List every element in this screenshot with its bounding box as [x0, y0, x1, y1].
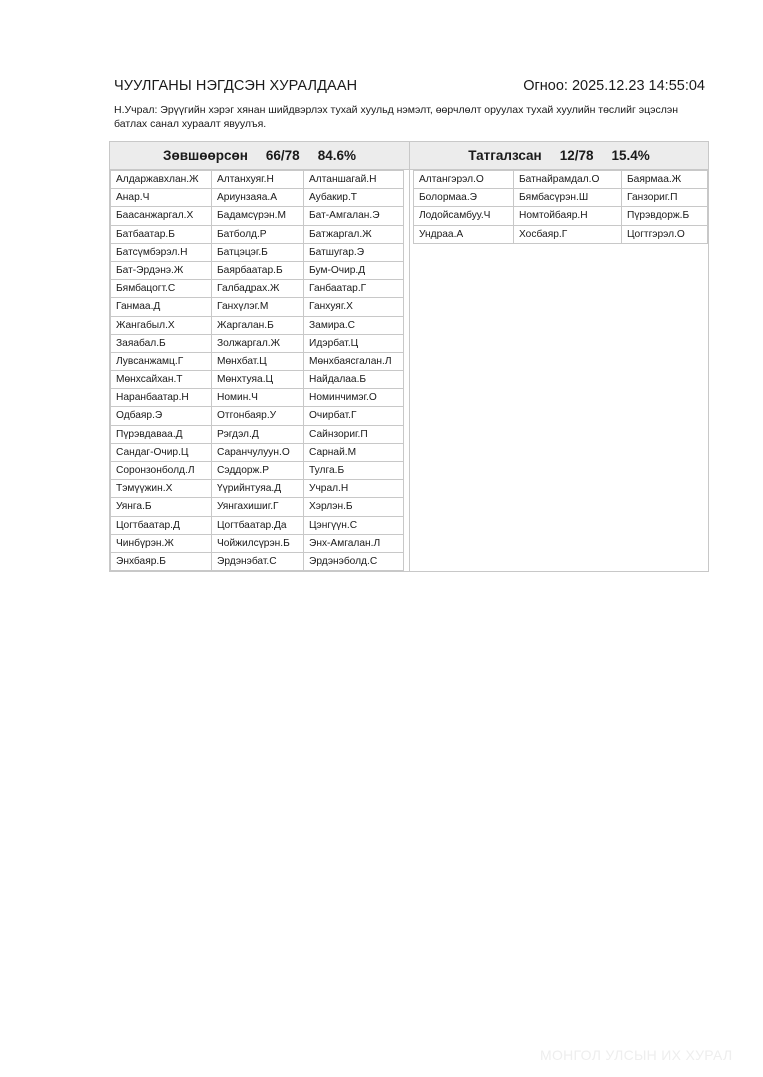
member-name-cell: Номинчимэг.О [303, 389, 404, 407]
member-name-cell: Эрдэнэболд.С [303, 553, 404, 571]
member-name-cell: Анар.Ч [110, 189, 212, 207]
member-name-cell: Баярбаатар.Б [211, 262, 304, 280]
approve-label: Зөвшөөрсөн [163, 148, 248, 163]
member-name-cell: Уянга.Б [110, 498, 212, 516]
session-date: Огноо: 2025.12.23 14:55:04 [523, 78, 705, 94]
member-name-cell: Эрдэнэбат.С [211, 553, 304, 571]
vote-description: Н.Учрал: Эрүүгийн хэрэг хянан шийдвэрлэх тухай хуульд нэмэлт, өөрчлөлт оруулах тухай хуулийн төслийг эцэслэн батлах санал хураалт явуулъя. [114, 104, 679, 130]
member-name-cell: Хосбаяр.Г [513, 226, 622, 244]
member-name-cell: Чинбүрэн.Ж [110, 535, 212, 553]
member-name-cell: Тэмүүжин.Х [110, 480, 212, 498]
member-name-cell: Алдаржавхлан.Ж [110, 170, 212, 189]
session-title: ЧУУЛГАНЫ НЭГДСЭН ХУРАЛДААН [114, 78, 358, 94]
member-name-cell: Мөнхбат.Ц [211, 353, 304, 371]
member-name-cell: Ганмаа.Д [110, 298, 212, 316]
member-name-cell: Батшугар.Э [303, 244, 404, 262]
member-name-cell: Рэгдэл.Д [211, 426, 304, 444]
member-name-cell: Идэрбат.Ц [303, 335, 404, 353]
member-name-cell: Болормаа.Э [413, 189, 514, 207]
member-name-cell: Цогтгэрэл.О [621, 226, 708, 244]
member-name-cell: Учрал.Н [303, 480, 404, 498]
member-name-cell: Алтанхуяг.Н [211, 170, 304, 189]
reject-percent: 15.4% [611, 148, 650, 163]
member-name-cell: Баярмаа.Ж [621, 170, 708, 189]
member-name-cell: Батбаатар.Б [110, 226, 212, 244]
member-name-cell: Наранбаатар.Н [110, 389, 212, 407]
approve-count: 66/78 [265, 148, 300, 163]
member-name-cell: Алтангэрэл.О [413, 170, 514, 189]
member-name-cell: Одбаяр.Э [110, 407, 212, 425]
member-name-cell: Бат-Эрдэнэ.Ж [110, 262, 212, 280]
member-name-cell: Алтаншагай.Н [303, 170, 404, 189]
member-name-cell: Батболд.Р [211, 226, 304, 244]
member-name-cell: Замира.С [303, 317, 404, 335]
member-name-cell: Жаргалан.Б [211, 317, 304, 335]
member-name-cell: Энхбаяр.Б [110, 553, 212, 571]
reject-panel [409, 141, 709, 572]
member-name-cell: Тулга.Б [303, 462, 404, 480]
member-name-cell: Отгонбаяр.У [211, 407, 304, 425]
member-name-cell: Очирбат.Г [303, 407, 404, 425]
member-name-cell: Сандаг-Очир.Ц [110, 444, 212, 462]
member-name-cell: Номтойбаяр.Н [513, 207, 622, 225]
member-name-cell: Бум-Очир.Д [303, 262, 404, 280]
approve-header [110, 142, 409, 170]
member-name-cell: Энх-Амгалан.Л [303, 535, 404, 553]
member-name-cell: Бат-Амгалан.Э [303, 207, 404, 225]
member-name-cell: Сайнзориг.П [303, 426, 404, 444]
member-name-cell: Ганхүлэг.М [211, 298, 304, 316]
member-name-cell: Сарнай.М [303, 444, 404, 462]
member-name-cell: Саранчулуун.О [211, 444, 304, 462]
member-name-cell: Бадамсүрэн.М [211, 207, 304, 225]
member-name-cell: Уянгахишиг.Г [211, 498, 304, 516]
member-name-cell: Заяабал.Б [110, 335, 212, 353]
member-name-cell: Мөнхбаясгалан.Л [303, 353, 404, 371]
member-name-cell: Золжаргал.Ж [211, 335, 304, 353]
reject-label: Татгалзсан [468, 148, 542, 163]
member-name-cell: Батжаргал.Ж [303, 226, 404, 244]
member-name-cell: Бямбасүрэн.Ш [513, 189, 622, 207]
member-name-cell: Цогтбаатар.Да [211, 517, 304, 535]
member-name-cell: Батнайрамдал.О [513, 170, 622, 189]
approve-name-grid [111, 170, 409, 571]
member-name-cell: Ганбаатар.Г [303, 280, 404, 298]
member-name-cell: Үүрийнтуяа.Д [211, 480, 304, 498]
member-name-cell: Бямбацогт.С [110, 280, 212, 298]
footer-watermark: МОНГОЛ УЛСЫН ИХ ХУРАЛ [540, 1047, 733, 1063]
member-name-cell: Аубакир.Т [303, 189, 404, 207]
member-name-cell: Ганхуяг.Х [303, 298, 404, 316]
member-name-cell: Ариунзаяа.А [211, 189, 304, 207]
approve-percent: 84.6% [317, 148, 356, 163]
member-name-cell: Лодойсамбуу.Ч [413, 207, 514, 225]
member-name-cell: Баасанжаргал.Х [110, 207, 212, 225]
member-name-cell: Батсүмбэрэл.Н [110, 244, 212, 262]
member-name-cell: Лувсанжамц.Г [110, 353, 212, 371]
reject-header [410, 142, 708, 170]
member-name-cell: Сэддорж.Р [211, 462, 304, 480]
member-name-cell: Мөнхтуяа.Ц [211, 371, 304, 389]
member-name-cell: Мөнхсайхан.Т [110, 371, 212, 389]
member-name-cell: Галбадрах.Ж [211, 280, 304, 298]
approve-panel [109, 141, 410, 572]
member-name-cell: Найдалаа.Б [303, 371, 404, 389]
member-name-cell: Хэрлэн.Б [303, 498, 404, 516]
member-name-cell: Цогтбаатар.Д [110, 517, 212, 535]
member-name-cell: Ундраа.А [413, 226, 514, 244]
member-name-cell: Пүрэвдаваа.Д [110, 426, 212, 444]
member-name-cell: Батцэцэг.Б [211, 244, 304, 262]
member-name-cell: Чойжилсүрэн.Б [211, 535, 304, 553]
member-name-cell: Соронзонболд.Л [110, 462, 212, 480]
member-name-cell: Жангабыл.Х [110, 317, 212, 335]
member-name-cell: Цэнгүүн.С [303, 517, 404, 535]
reject-count: 12/78 [559, 148, 594, 163]
reject-name-grid [414, 170, 708, 244]
member-name-cell: Пүрэвдорж.Б [621, 207, 708, 225]
member-name-cell: Номин.Ч [211, 389, 304, 407]
member-name-cell: Ганзориг.П [621, 189, 708, 207]
